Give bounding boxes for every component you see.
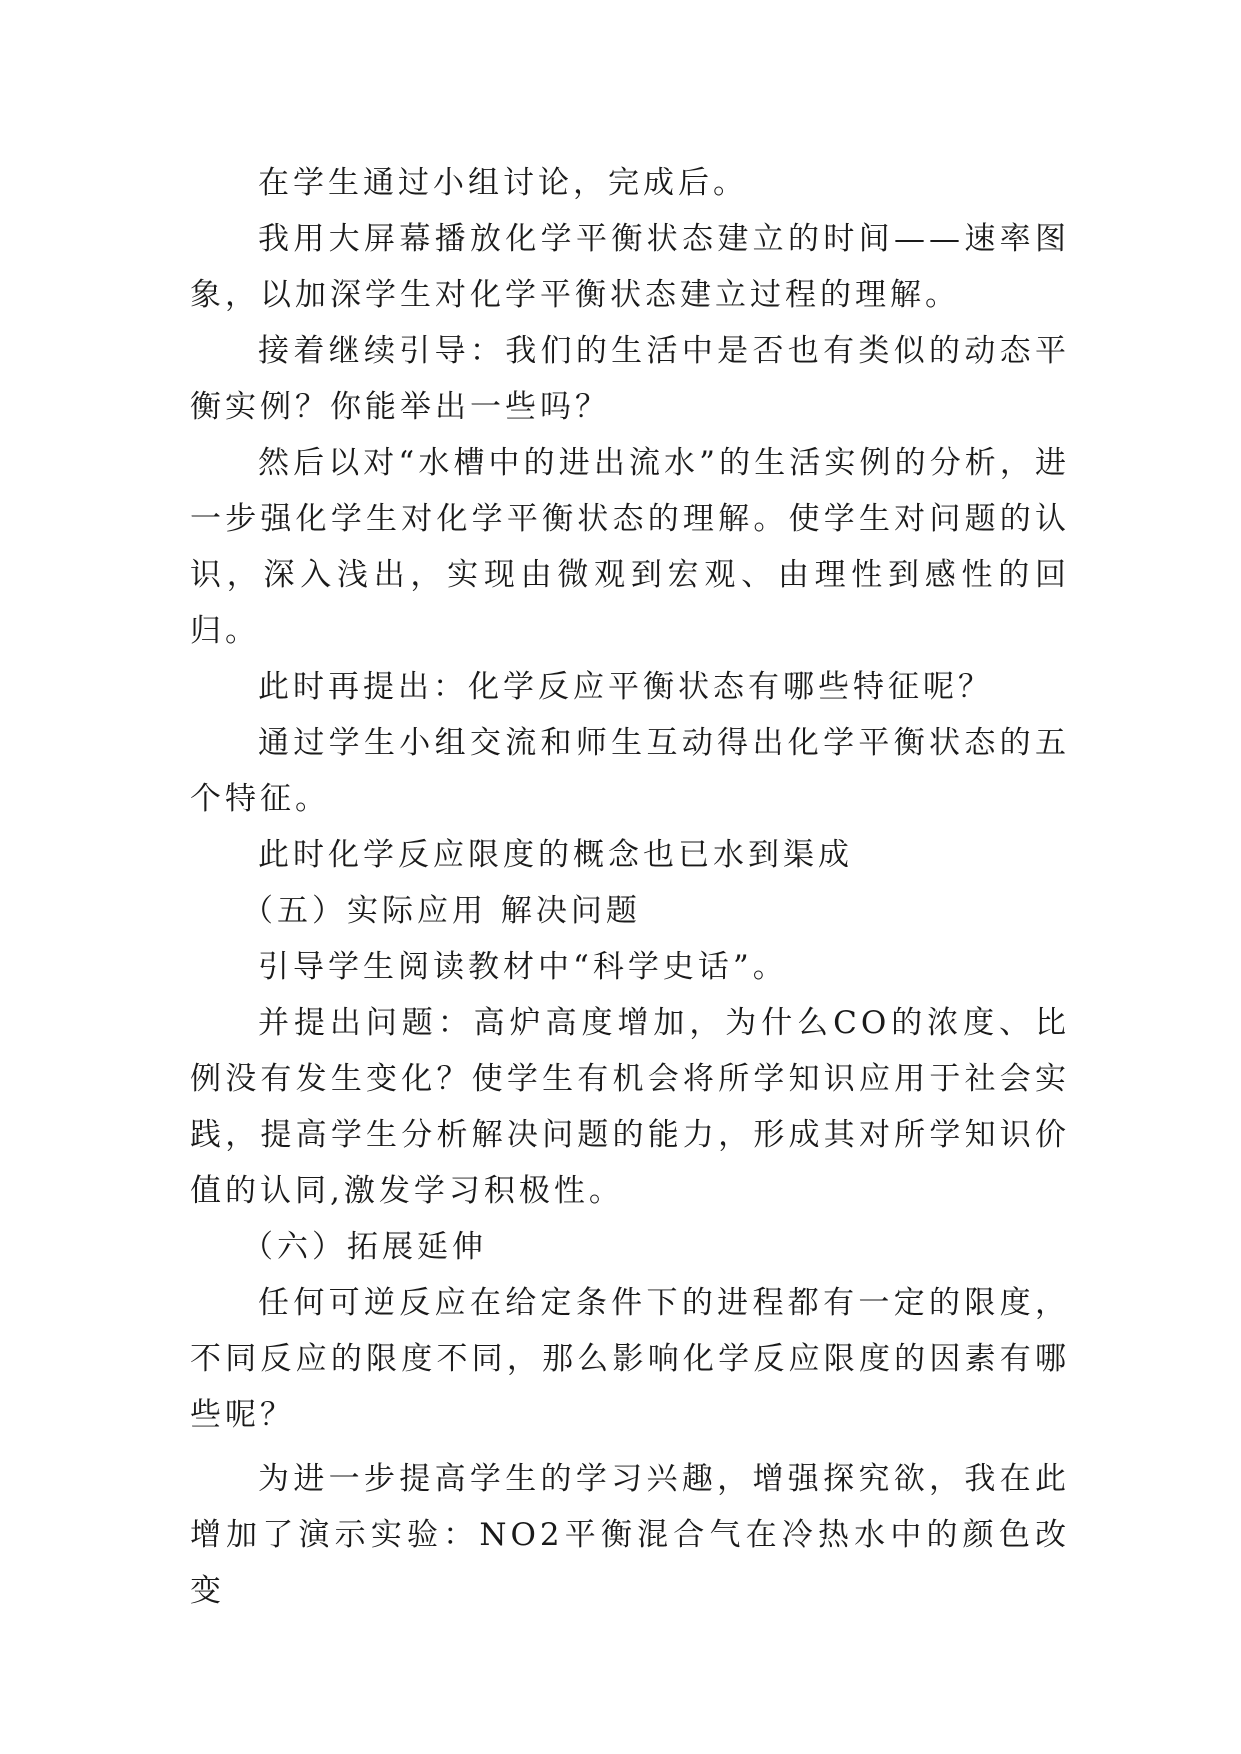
paragraph-science-history: 引导学生阅读教材中“科学史话”。 [258, 949, 788, 985]
section-heading-extension: （六）拓展延伸 [242, 1229, 487, 1265]
section-heading-application: （五）实际应用 解决问题 [242, 893, 641, 929]
document-body [190, 155, 1070, 1619]
paragraph-water-tank: 然后以对“水槽中的进出流水”的生活实例的分析，进一步强化学生对化学平衡状态的理解。使学生对问题的认识，深入浅出，实现由微观到宏观、由理性到感性的回归。 [190, 445, 1070, 649]
paragraph-five-features: 通过学生小组交流和师生互动得出化学平衡状态的五个特征。 [190, 725, 1070, 817]
paragraph-rate-graph: 我用大屏幕播放化学平衡状态建立的时间——速率图象，以加深学生对化学平衡状态建立过程的理解。 [190, 221, 1070, 313]
paragraph-features-question: 此时再提出：化学反应平衡状态有哪些特征呢？ [258, 669, 993, 705]
paragraph-group-discussion: 在学生通过小组讨论，完成后。 [258, 165, 748, 201]
paragraph-reversible-reactions: 任何可逆反应在给定条件下的进程都有一定的限度，不同反应的限度不同，那么影响化学反应限度的因素有哪些呢？ [190, 1285, 1070, 1433]
paragraph-life-examples: 接着继续引导：我们的生活中是否也有类似的动态平衡实例？你能举出一些吗？ [190, 333, 1070, 425]
paragraph-reaction-limit: 此时化学反应限度的概念也已水到渠成 [258, 837, 853, 873]
paragraph-demo-experiment: 为进一步提高学生的学习兴趣，增强探究欲，我在此增加了演示实验：NO2平衡混合气在冷热水中的颜色改变 [190, 1461, 1070, 1609]
paragraph-blast-furnace: 并提出问题：高炉高度增加，为什么CO的浓度、比例没有发生变化？使学生有机会将所学知识应用于社会实践，提高学生分析解决问题的能力，形成其对所学知识价值的认同,激发学习积极性。 [190, 1005, 1070, 1209]
